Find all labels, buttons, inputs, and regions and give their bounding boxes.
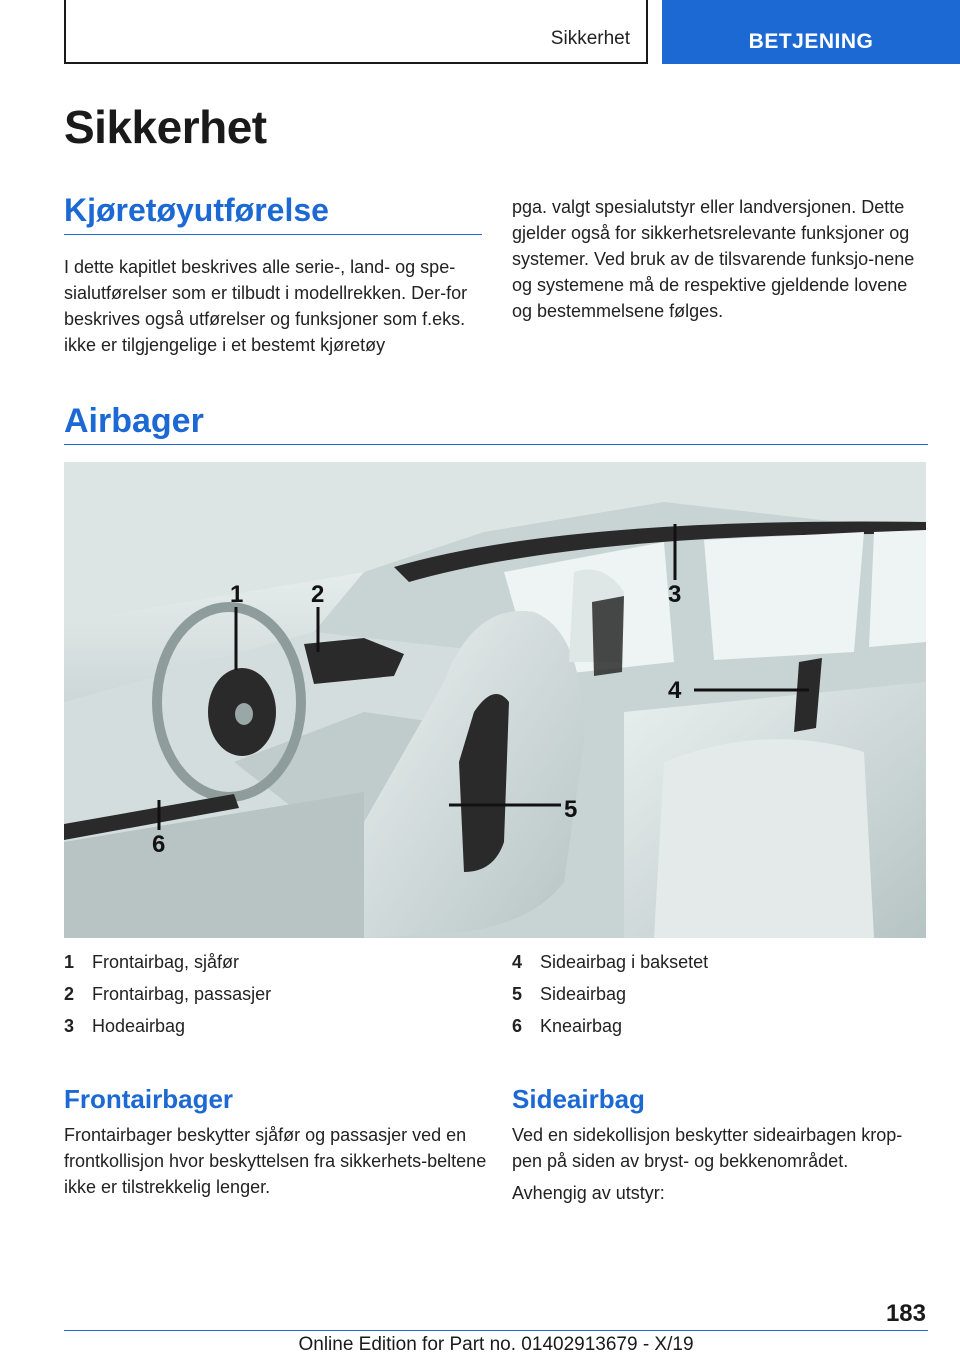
page-number: 183 [885,1300,926,1327]
front-airbags-heading: Frontairbager [64,1084,234,1114]
legend-label: Hodeairbag [92,1016,186,1036]
vehicle-design-text-right: pga. valgt spesialutstyr eller landversjonen. Dette gjelder også for sikkerhetsrelevante funksjoner og systemer. Ved bruk av de tilsvarende funksjo-nene og systemene må de respektive gjeldende lovene og bestemmelsene følges. [512,197,915,321]
callout-5: 5 [564,796,578,823]
legend-number: 5 [512,984,523,1004]
footer-edition-link[interactable]: Online Edition for Part no. 01402913679 - X/19 [298,1334,694,1355]
vehicle-design-text-left: I dette kapitlet beskrives alle serie-, land- og spe-sialutførelser som er tilbudt i modellrekken. Der-for beskrives også utførelser og funksjoner som f.eks. ikke er tilgjengelige i et bestemt kjøretøy [64,257,468,355]
legend-item [512,946,932,978]
side-airbag-heading: Sideairbag [512,1084,645,1114]
legend-label: Frontairbag, sjåfør [92,952,240,972]
page-title: Sikkerhet [64,101,267,153]
legend-label: Sideairbag [540,984,627,1004]
callout-3: 3 [668,581,682,608]
legend-label: Frontairbag, passasjer [92,984,272,1004]
vehicle-design-heading: Kjøretøyutførelse [64,192,329,228]
callout-6: 6 [152,831,166,858]
callout-2: 2 [311,581,325,608]
legend-right [512,946,932,1042]
airbag-illustration [64,462,926,938]
heading-divider [64,234,482,235]
legend-item [64,978,484,1010]
header-chapter-tab[interactable] [662,0,960,64]
front-airbags-text: Frontairbager beskytter sjåfør og passasjer ved en frontkollisjon hvor beskyttelsen fra sikkerhets-beltene ikke er tilstrekkelig lenger. [64,1125,487,1197]
legend-item [64,1010,484,1042]
side-airbag-text: Ved en sidekollisjon beskytter sideairbagen krop-pen på siden av bryst- og bekkenområdet. [512,1125,903,1171]
legend-item [512,1010,932,1042]
footer-divider [64,1330,928,1331]
legend-number: 6 [512,1016,523,1036]
side-airbag-text-2: Avhengig av utstyr: [512,1183,665,1203]
legend-label: Kneairbag [540,1016,623,1036]
legend-label: Sideairbag i baksetet [540,952,709,972]
legend-number: 3 [64,1016,75,1036]
legend-number: 1 [64,952,75,972]
header-chapter-label: BETJENING [748,30,874,53]
callout-4: 4 [668,677,682,704]
legend-left [64,946,484,1042]
heading-divider [64,444,928,445]
header-section-box [64,0,648,64]
legend-item [512,978,932,1010]
header-section-label: Sikkerhet [550,28,630,49]
airbags-heading: Airbager [64,402,204,440]
legend-item [64,946,484,978]
callout-1: 1 [230,581,244,608]
legend-number: 4 [512,952,523,972]
legend-number: 2 [64,984,75,1004]
